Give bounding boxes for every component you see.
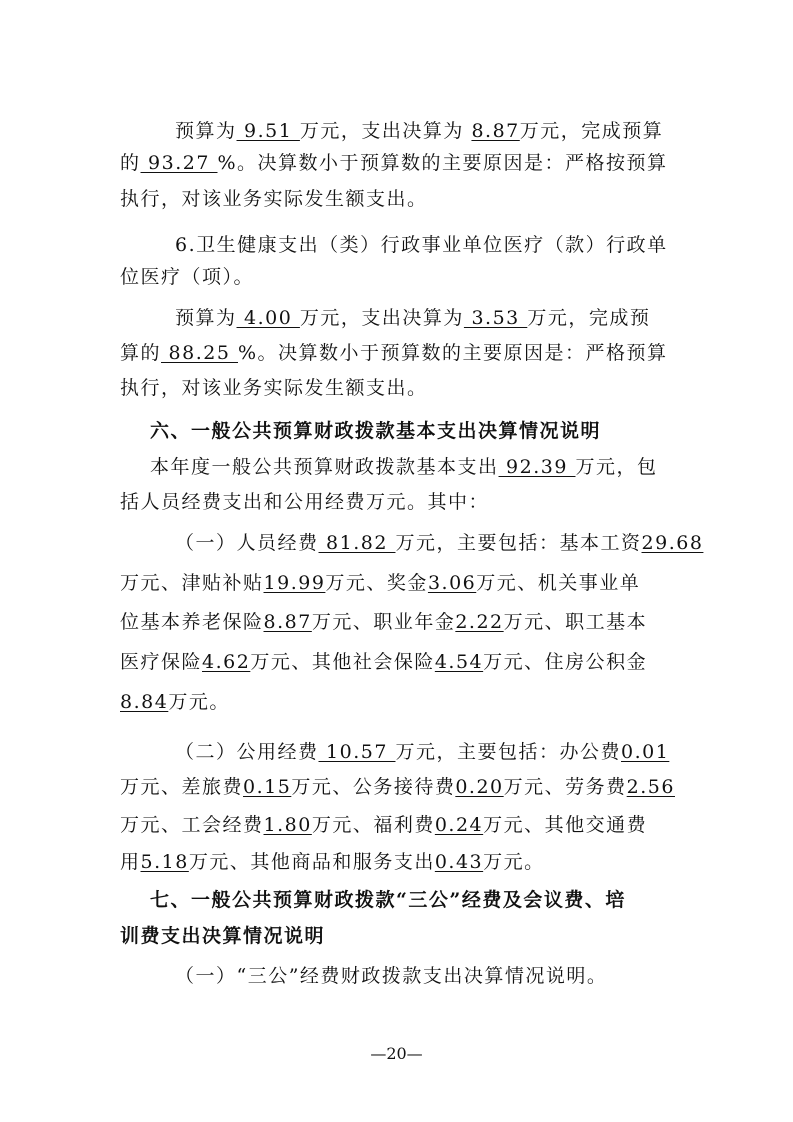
text-run: （一）人员经费: [175, 532, 319, 554]
text-run: 本年度一般公共预算财政拨款基本支出: [150, 456, 499, 478]
amount-value: 8.87: [263, 611, 312, 633]
amount-value: 9.51: [236, 120, 300, 142]
text-run: 万元、工会经费: [120, 814, 264, 836]
text-line: [120, 923, 325, 949]
amount-value: 4.54: [434, 651, 484, 673]
text-line: [150, 454, 658, 480]
amount-value: 0.43: [434, 851, 484, 873]
text-run: 万元、职业年金: [311, 611, 456, 633]
text-line: [120, 774, 675, 800]
amount-value: 29.68: [641, 532, 704, 554]
amount-value: 19.99: [263, 572, 326, 594]
amount-value: 8.84: [120, 691, 169, 713]
text-run: 6.卫生健康支出（类）行政事业单位医疗（款）行政单: [175, 234, 668, 256]
text-run: 万元、津贴补贴: [120, 572, 264, 594]
text-line: [120, 150, 668, 176]
text-run: 万元、福利费: [311, 814, 435, 836]
text-line: [175, 963, 607, 989]
amount-value: 81.82: [318, 532, 396, 554]
text-run: 预算为: [175, 307, 237, 329]
text-run: 万元，主要包括：办公费: [395, 741, 622, 763]
amount-value: 4.62: [202, 651, 251, 673]
amount-value: 10.57: [318, 741, 396, 763]
text-line: [120, 849, 545, 875]
text-run: 万元、机关事业单: [476, 572, 641, 594]
text-run: 万元、职工基本: [503, 611, 648, 633]
text-run: 用: [120, 851, 141, 873]
amount-value: 93.27: [140, 152, 218, 174]
text-run: 万元、差旅费: [120, 776, 244, 798]
text-run: 万元、其他商品和服务支出: [188, 851, 435, 873]
text-run: 的: [120, 152, 141, 174]
text-run: 执行，对该业务实际发生额支出。: [120, 377, 428, 399]
amount-value: 2.22: [455, 611, 504, 633]
text-run: %。决算数小于预算数的主要原因是：严格按预算: [217, 152, 668, 174]
amount-value: 0.15: [243, 776, 292, 798]
text-run: 预算为: [175, 120, 237, 142]
text-run: 万元，完成预: [527, 307, 651, 329]
text-run: 万元。: [168, 691, 230, 713]
amount-value: 3.53: [463, 307, 528, 329]
text-run: 万元、公务接待费: [291, 776, 456, 798]
text-line: [175, 118, 663, 144]
text-line: [150, 887, 626, 913]
text-run: %。决算数小于预算数的主要原因是：严格预算: [238, 342, 668, 364]
text-run: 医疗保险: [120, 651, 203, 673]
text-run: 万元，支出决算为: [299, 307, 464, 329]
text-run: 万元、住房公积金: [483, 651, 648, 673]
text-run: 括人员经费支出和公用经费万元。其中：: [120, 491, 490, 513]
text-run: 万元、奖金: [325, 572, 428, 594]
text-run: 位医疗（项）。: [120, 266, 255, 288]
text-run: 执行，对该业务实际发生额支出。: [120, 188, 428, 210]
text-run: （一）“三公”经费财政拨款支出决算情况说明。: [175, 965, 608, 987]
text-line: [175, 530, 703, 556]
amount-value: 2.56: [626, 776, 675, 798]
text-run: 位基本养老保险: [120, 611, 264, 633]
text-line: [120, 812, 647, 838]
amount-value: 5.18: [140, 851, 189, 873]
text-line: [120, 340, 668, 366]
text-run: （二）公用经费: [175, 741, 319, 763]
amount-value: 8.87: [471, 120, 520, 142]
text-line: [120, 649, 647, 675]
text-line: [120, 570, 640, 596]
text-line: [120, 375, 428, 401]
text-line: [175, 739, 669, 765]
text-run: 万元、其他社会保险: [250, 651, 435, 673]
section-heading: 六、一般公共预算财政拨款基本支出决算情况说明: [150, 420, 602, 442]
text-line: [120, 689, 230, 715]
page-number: —20—: [370, 1044, 423, 1063]
amount-value: 1.80: [263, 814, 312, 836]
amount-value: 0.01: [621, 741, 670, 763]
amount-value: 92.39: [498, 456, 576, 478]
amount-value: 0.20: [455, 776, 504, 798]
text-run: 万元、劳务费: [503, 776, 627, 798]
text-run: 万元，主要包括：基本工资: [395, 532, 642, 554]
amount-value: 4.00: [236, 307, 300, 329]
text-run: 万元，完成预算: [519, 120, 664, 142]
text-run: 万元。: [483, 851, 545, 873]
text-run: 万元，包: [575, 456, 658, 478]
amount-value: 88.25: [161, 342, 238, 364]
text-line: [120, 609, 647, 635]
section-heading: 七、一般公共预算财政拨款“三公”经费及会议费、培: [150, 889, 626, 911]
text-line: [175, 305, 650, 331]
section-heading: 训费支出决算情况说明: [120, 925, 326, 947]
text-line: [175, 232, 668, 258]
text-run: 万元、其他交通费: [483, 814, 648, 836]
text-line: [150, 418, 601, 444]
amount-value: 0.24: [434, 814, 484, 836]
amount-value: 3.06: [427, 572, 477, 594]
text-run: 算的: [120, 342, 162, 364]
text-line: [120, 186, 428, 212]
text-line: [120, 264, 254, 290]
text-run: 万元，支出决算为: [299, 120, 472, 142]
text-line: [120, 489, 489, 515]
